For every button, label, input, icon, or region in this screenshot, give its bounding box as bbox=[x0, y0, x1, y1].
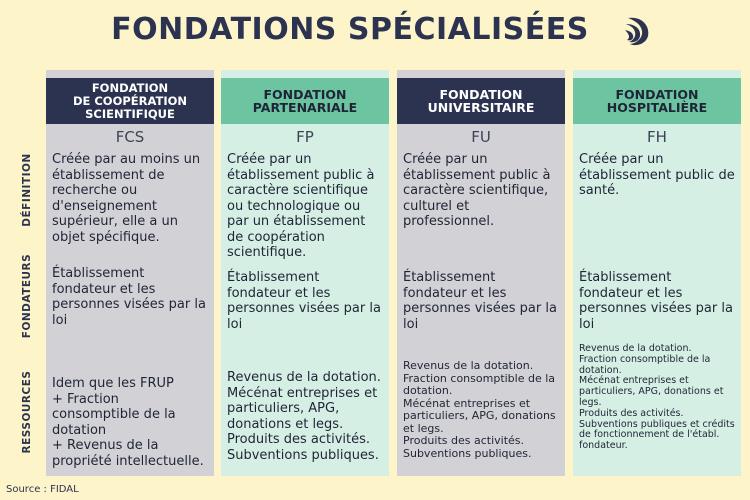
column-abbreviation: FCS bbox=[115, 128, 145, 146]
column-abbreviation: FH bbox=[647, 128, 667, 146]
fondateurs-cell: Établissement fondateur et les personnes visées par la loi bbox=[52, 266, 206, 328]
ressources-cell: Idem que les FRUP + Fraction consomptible de la dotation + Revenus de la propriété intellectuelle. bbox=[52, 376, 204, 469]
ressources-cell: Revenus de la dotation. Fraction consomptible de la dotation. Mécénat entreprises et particuliers, APG, donations et legs. Produits des activités. Subventions publiques et crédits de fonctionnement de l'établ. fondateur. bbox=[579, 343, 735, 452]
definition-cell: Créée par un établissement public de santé. bbox=[579, 152, 735, 198]
column-fh bbox=[573, 70, 741, 476]
fondateurs-cell: Établissement fondateur et les personnes visées par la loi bbox=[227, 270, 381, 332]
fondateurs-cell: Établissement fondateur et les personnes visées par la loi bbox=[579, 270, 733, 332]
column-abbreviation: FU bbox=[471, 128, 491, 146]
column-header-label: FONDATION DE COOPÉRATION SCIENTIFIQUE bbox=[72, 80, 188, 121]
column-fp bbox=[221, 70, 389, 476]
column-header bbox=[221, 78, 389, 124]
column-header-label: FONDATION UNIVERSITAIRE bbox=[427, 87, 535, 115]
column-header bbox=[573, 78, 741, 124]
column-fu bbox=[397, 70, 565, 476]
ressources-cell: Revenus de la dotation. Mécénat entreprises et particuliers, APG, donations et legs. Produits des activités. Subventions publiques. bbox=[227, 370, 381, 463]
column-header-label: FONDATION HOSPITALIÈRE bbox=[606, 87, 708, 115]
definition-cell: Créée par un établissement public à caractère scientifique ou technologique ou par un établissement de coopération scientifique. bbox=[227, 152, 375, 260]
shell-logo-icon bbox=[622, 14, 652, 48]
column-fcs bbox=[46, 70, 214, 476]
column-header bbox=[46, 78, 214, 124]
page-title: FONDATIONS SPÉCIALISÉES bbox=[111, 12, 589, 47]
row-label-ressources: RESSOURCES bbox=[21, 370, 33, 454]
definition-cell: Créée par un établissement public à caractère scientifique, culturel et professionnel. bbox=[403, 152, 551, 229]
fondateurs-cell: Établissement fondateur et les personnes visées par la loi bbox=[403, 270, 557, 332]
row-label-definition: DÉFINITION bbox=[21, 153, 33, 227]
column-header bbox=[397, 78, 565, 124]
column-header-label: FONDATION PARTENARIALE bbox=[252, 87, 358, 115]
definition-cell: Créée par au moins un établissement de recherche ou d'enseignement supérieur, elle a un objet spécifique. bbox=[52, 152, 201, 245]
source-note: Source : FIDAL bbox=[6, 484, 79, 495]
column-abbreviation: FP bbox=[296, 128, 314, 146]
row-label-fondateurs: FONDATEURS bbox=[21, 253, 33, 339]
ressources-cell: Revenus de la dotation. Fraction consomptible de la dotation. Mécénat entreprises et particuliers, APG, donations et legs. Produits des activités. Subventions publiques. bbox=[403, 359, 556, 460]
